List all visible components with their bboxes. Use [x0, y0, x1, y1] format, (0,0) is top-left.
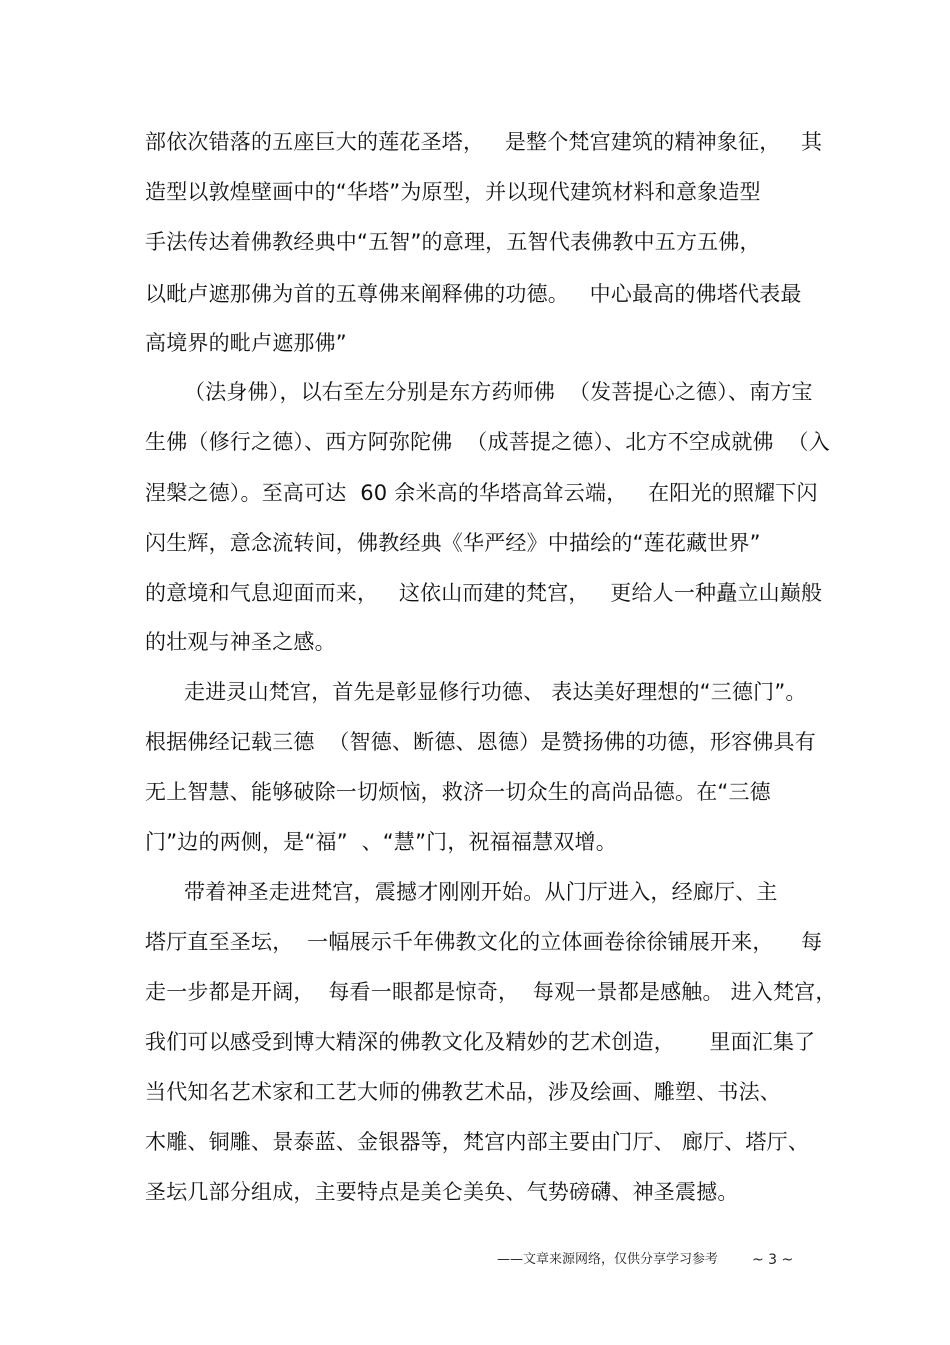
text-line: 以毗卢遮那佛为首的五尊佛来阐释佛的功德。 中心最高的佛塔代表最 — [145, 282, 802, 306]
text-line: 塔厅直至圣坛， 一幅展示千年佛教文化的立体画卷徐徐铺展开来， 每 — [145, 930, 823, 954]
text-line: 闪生辉，意念流转间，佛教经典《华严经》中描绘的“莲花藏世界” — [145, 531, 761, 555]
text-line: 造型以敦煌壁画中的“华塔”为原型，并以现代建筑材料和意象造型 — [145, 180, 761, 204]
text-line: 部依次错落的五座巨大的莲花圣塔， 是整个梵宫建筑的精神象征， 其 — [145, 130, 823, 154]
text-line: 手法传达着佛教经典中“五智”的意理，五智代表佛教中五方五佛， — [145, 230, 761, 254]
paragraph-start-line: 带着神圣走进梵宫，震撼才刚刚开始。从门厅进入，经廊厅、主 — [184, 880, 778, 904]
text-line: 当代知名艺术家和工艺大师的佛教艺术品，涉及绘画、雕塑、书法、 — [145, 1080, 781, 1104]
text-line: 涅槃之德）。至高可达 60 余米高的华塔高耸云端， 在阳光的照耀下闪 — [145, 481, 818, 505]
text-line: 的壮观与神圣之感。 — [145, 630, 336, 654]
text-line: 高境界的毗卢遮那佛” — [145, 331, 347, 355]
text-line: 生佛（修行之德）、西方阿弥陀佛 （成菩提之德）、北方不空成就佛 （入 — [145, 430, 830, 454]
text-line: 门”边的两侧，是“福” 、“慧”门，祝福福慧双增。 — [145, 830, 617, 854]
text-line: 的意境和气息迎面而来， 这依山而建的梵宫， 更给人一种矗立山巅般 — [145, 581, 823, 605]
text-line: 走一步都是开阔， 每看一眼都是惊奇， 每观一景都是感触。 进入梵宫， — [145, 980, 837, 1004]
text-line: 我们可以感受到博大精深的佛教文化及精妙的艺术创造， 里面汇集了 — [145, 1030, 816, 1054]
text-line: 木雕、铜雕、景泰蓝、金银器等，梵宫内部主要由门厅、 廊厅、塔厅、 — [145, 1130, 810, 1154]
footer-source-note: ——文章来源网络，仅供分享学习参考 — [497, 1252, 719, 1267]
paragraph-start-line: 走进灵山梵宫，首先是彰显修行功德、 表达美好理想的“三德门”。 — [184, 680, 807, 704]
text-line: 根据佛经记载三德 （智德、断德、恩德）是赞扬佛的功德，形容佛具有 — [145, 730, 816, 754]
text-line: 无上智慧、能够破除一切烦恼，救济一切众生的高尚品德。在“三德 — [145, 780, 771, 804]
text-line: 圣坛几部分组成，主要特点是美仑美奂、气势磅礴、神圣震撼。 — [145, 1180, 739, 1204]
page-number: ~ 3 ~ — [752, 1252, 794, 1268]
paragraph-start-line: （法身佛），以右至左分别是东方药师佛 （发菩提心之德）、南方宝 — [184, 380, 813, 404]
